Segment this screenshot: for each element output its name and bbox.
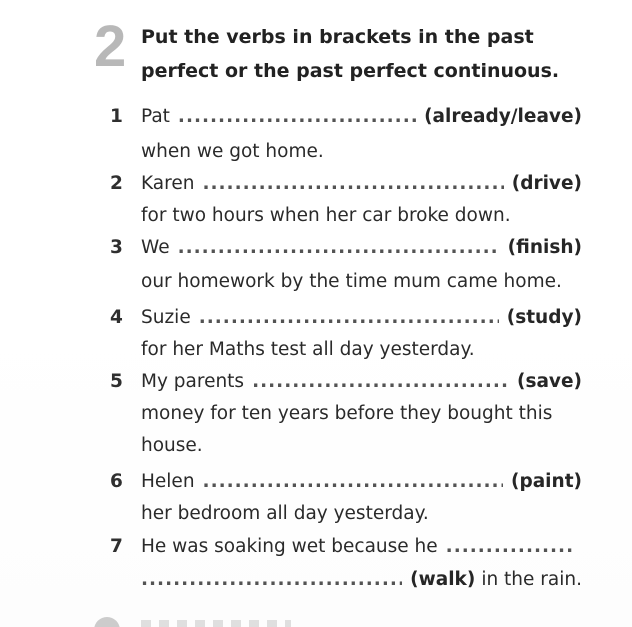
answer-blank[interactable] xyxy=(202,168,503,200)
verb-hint: (save) xyxy=(516,371,582,392)
item-number: 2 xyxy=(110,173,123,194)
answer-blank[interactable] xyxy=(178,232,500,264)
item-prompt: Pat xyxy=(141,106,170,127)
item-line xyxy=(141,366,582,398)
item-continuation: our homework by the time mum came home. xyxy=(141,271,562,292)
answer-blank[interactable] xyxy=(178,101,416,133)
answer-blank[interactable] xyxy=(252,366,509,398)
item-line xyxy=(141,266,582,298)
item-number: 5 xyxy=(110,371,123,392)
item-line xyxy=(141,466,582,498)
item-line xyxy=(141,498,582,530)
item-continuation: her bedroom all day yesterday. xyxy=(141,503,429,524)
answer-blank[interactable] xyxy=(203,466,503,498)
answer-blank[interactable] xyxy=(141,564,402,596)
cropped-next-heading xyxy=(141,620,291,627)
item-continuation: house. xyxy=(141,435,203,456)
item-line xyxy=(141,200,582,232)
item-line xyxy=(141,302,582,334)
item-line xyxy=(141,168,582,200)
answer-blank[interactable] xyxy=(446,531,574,563)
item-number: 6 xyxy=(110,471,123,492)
item-line xyxy=(141,531,582,563)
verb-hint: (drive) xyxy=(511,173,582,194)
item-number: 3 xyxy=(110,237,123,258)
item-line xyxy=(141,334,582,366)
answer-blank[interactable] xyxy=(199,302,499,334)
item-line xyxy=(141,564,582,596)
item-line xyxy=(141,430,582,462)
verb-hint: (walk) xyxy=(410,569,476,590)
exercise-number: 2 xyxy=(94,14,125,79)
verb-hint: (finish) xyxy=(507,237,582,258)
item-prompt: He was soaking wet because he xyxy=(141,536,438,557)
item-number: 4 xyxy=(110,307,123,328)
item-continuation: in the rain. xyxy=(481,569,582,590)
item-prompt: We xyxy=(141,237,170,258)
item-prompt: Karen xyxy=(141,173,195,194)
item-line xyxy=(141,398,582,430)
item-line xyxy=(141,101,582,133)
item-line xyxy=(141,136,582,168)
item-continuation: money for ten years before they bought this xyxy=(141,403,553,424)
verb-hint: (already/leave) xyxy=(424,106,582,127)
item-prompt: My parents xyxy=(141,371,245,392)
item-continuation: for her Maths test all day yesterday. xyxy=(141,339,475,360)
item-line xyxy=(141,232,582,264)
item-number: 1 xyxy=(110,106,123,127)
exercise-instructions: Put the verbs in brackets in the past perfect or the past perfect continuous. xyxy=(141,26,560,82)
item-prompt: Suzie xyxy=(141,307,191,328)
item-continuation: when we got home. xyxy=(141,141,324,162)
item-continuation: for two hours when her car broke down. xyxy=(141,205,511,226)
item-number: 7 xyxy=(110,536,123,557)
item-prompt: Helen xyxy=(141,471,195,492)
verb-hint: (study) xyxy=(506,307,582,328)
verb-hint: (paint) xyxy=(511,471,582,492)
